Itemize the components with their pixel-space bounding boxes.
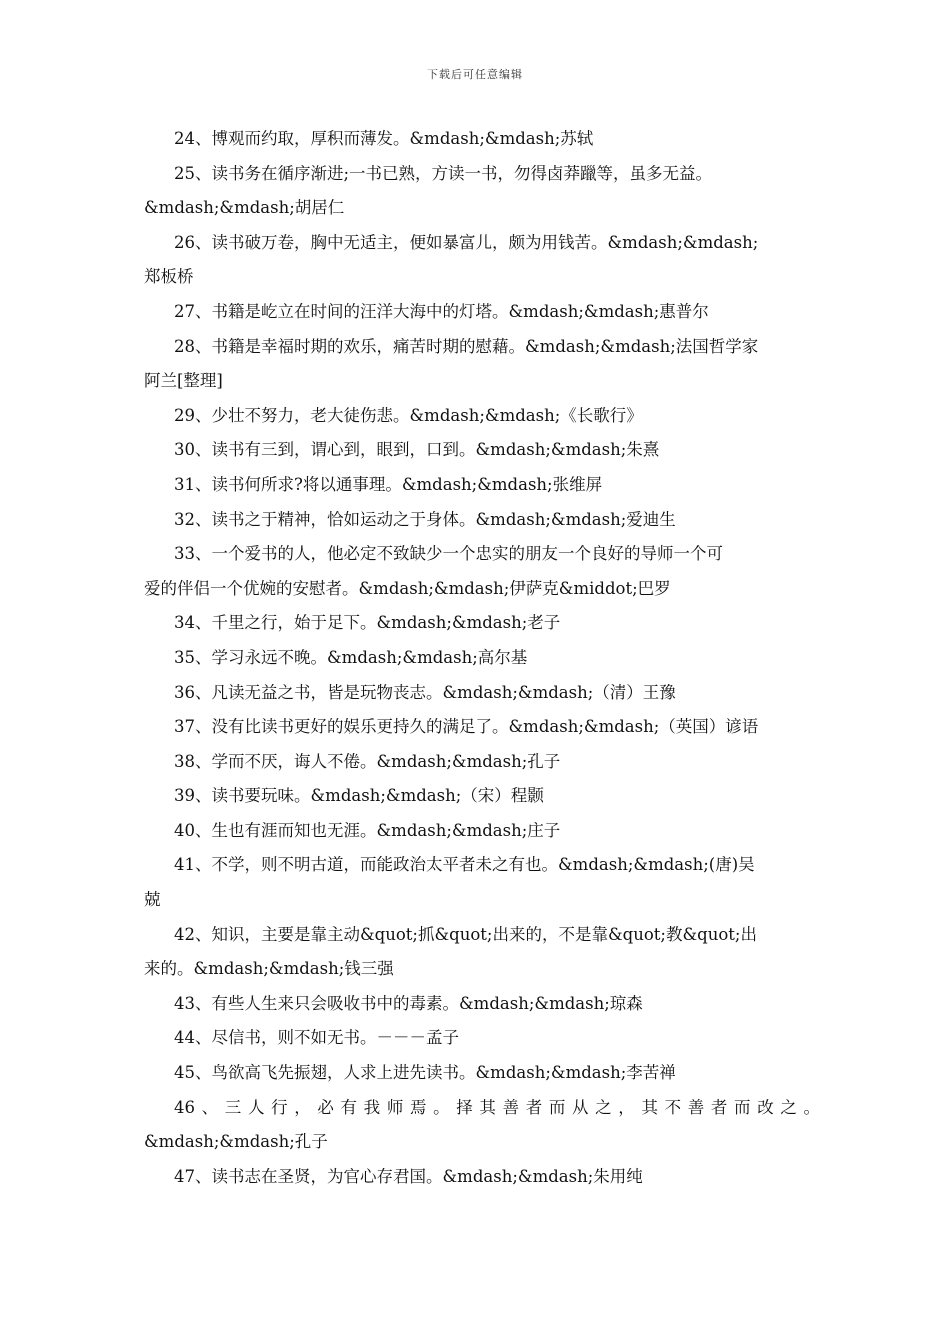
quote-list (144, 122, 820, 1194)
quote-line: 来的。&mdash;&mdash;钱三强 (144, 959, 394, 979)
quote-line: 40、生也有涯而知也无涯。&mdash;&mdash;庄子 (174, 820, 561, 840)
quote-line: 26、读书破万卷，胸中无适主，便如暴富儿，颇为用钱苦。&mdash;&mdash; (174, 232, 759, 252)
quote-line: 30、读书有三到，谓心到，眼到，口到。&mdash;&mdash;朱熹 (174, 440, 660, 460)
quote-line: 37、没有比读书更好的娱乐更持久的满足了。&mdash;&mdash;（英国）谚语 (174, 717, 759, 737)
quote-line: 43、有些人生来只会吸收书中的毒素。&mdash;&mdash;琼森 (174, 993, 643, 1013)
quote-line: 46、三人行，必有我师焉。择其善者而从之，其不善者而改之。 (174, 1097, 820, 1117)
quote-line: 阿兰[整理] (144, 371, 223, 391)
quote-line: 33、一个爱书的人，他必定不致缺少一个忠实的朋友一个良好的导师一个可 (174, 544, 723, 564)
quote-line: 29、少壮不努力，老大徒伤悲。&mdash;&mdash;《长歌行》 (174, 405, 643, 425)
quote-line: 36、凡读无益之书，皆是玩物丧志。&mdash;&mdash;（清）王豫 (174, 682, 676, 702)
quote-line: 41、不学，则不明古道，而能政治太平者未之有也。&mdash;&mdash;(唐)吴 (174, 855, 755, 875)
quote-line: 28、书籍是幸福时期的欢乐，痛苦时期的慰藉。&mdash;&mdash;法国哲学家 (174, 336, 759, 356)
quote-line: 32、读书之于精神，恰如运动之于身体。&mdash;&mdash;爱迪生 (174, 509, 676, 529)
quote-line: 39、读书要玩味。&mdash;&mdash;（宋）程颢 (174, 786, 544, 806)
quote-line: 38、学而不厌，诲人不倦。&mdash;&mdash;孔子 (174, 751, 561, 771)
quote-line: 郑板桥 (144, 267, 194, 287)
page-header: 下载后可任意编辑 (427, 68, 523, 81)
quote-line: 47、读书志在圣贤，为官心存君国。&mdash;&mdash;朱用纯 (174, 1166, 643, 1186)
quote-line: 31、读书何所求?将以通事理。&mdash;&mdash;张维屏 (174, 474, 603, 494)
quote-line: 27、书籍是屹立在时间的汪洋大海中的灯塔。&mdash;&mdash;惠普尔 (174, 301, 709, 321)
quote-line: 34、千里之行，始于足下。&mdash;&mdash;老子 (174, 613, 561, 633)
quote-line: 45、鸟欲高飞先振翅，人求上进先读书。&mdash;&mdash;李苦禅 (174, 1063, 676, 1083)
quote-line: &mdash;&mdash;胡居仁 (144, 198, 345, 218)
quote-line: 兢 (144, 890, 161, 910)
quote-line: 爱的伴侣一个优婉的安慰者。&mdash;&mdash;伊萨克&middot;巴罗 (144, 578, 671, 598)
quote-line: 24、博观而约取，厚积而薄发。&mdash;&mdash;苏轼 (174, 129, 594, 148)
quote-line: 44、尽信书，则不如无书。－－－孟子 (174, 1028, 459, 1048)
quote-line: 42、知识，主要是靠主动&quot;抓&quot;出来的，不是靠&quot;教&quot;出 (174, 924, 757, 944)
quote-line: 25、读书务在循序渐进;一书已熟，方读一书，勿得卤莽躐等，虽多无益。 (174, 163, 713, 183)
quote-line: &mdash;&mdash;孔子 (144, 1132, 328, 1152)
quote-line: 35、学习永远不晚。&mdash;&mdash;高尔基 (174, 647, 528, 667)
